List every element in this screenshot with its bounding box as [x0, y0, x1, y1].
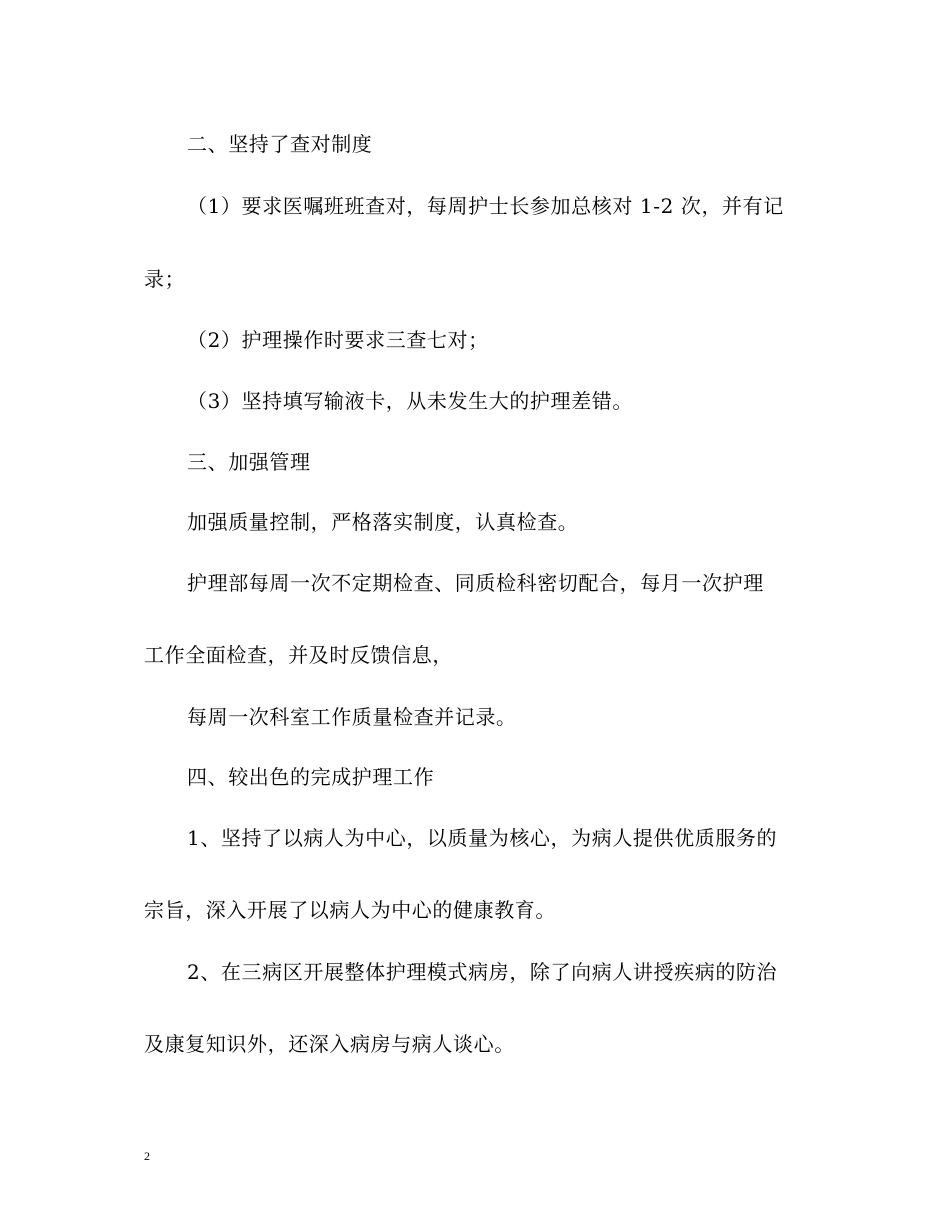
paragraph-line: 及康复知识外，还深入病房与病人谈心。	[144, 1032, 515, 1056]
paragraph-line: 录；	[144, 267, 186, 291]
paragraph-line: 2、在三病区开展整体护理模式病房，除了向病人讲授疾病的防治	[187, 960, 778, 984]
paragraph-line: （2）护理操作时要求三查七对；	[187, 328, 489, 352]
paragraph-line: 护理部每周一次不定期检查、同质检科密切配合，每月一次护理	[187, 571, 764, 595]
heading-checking-system: 二、坚持了查对制度	[187, 132, 373, 156]
paragraph-line: （1）要求医嘱班班查对，每周护士长参加总核对 1-2 次，并有记	[187, 194, 784, 218]
heading-nursing-work: 四、较出色的完成护理工作	[187, 765, 435, 789]
paragraph-line: 加强质量控制，严格落实制度，认真检查。	[187, 510, 579, 534]
paragraph-line: 宗旨，深入开展了以病人为中心的健康教育。	[144, 898, 556, 922]
page-number: 2	[144, 1149, 150, 1163]
heading-strengthen-management: 三、加强管理	[187, 450, 311, 474]
paragraph-line: 每周一次科室工作质量检查并记录。	[187, 705, 517, 729]
paragraph-line: 1、坚持了以病人为中心，以质量为核心，为病人提供优质服务的	[187, 826, 778, 850]
paragraph-line: （3）坚持填写输液卡，从未发生大的护理差错。	[187, 389, 633, 413]
paragraph-line: 工作全面检查，并及时反馈信息，	[144, 643, 453, 667]
